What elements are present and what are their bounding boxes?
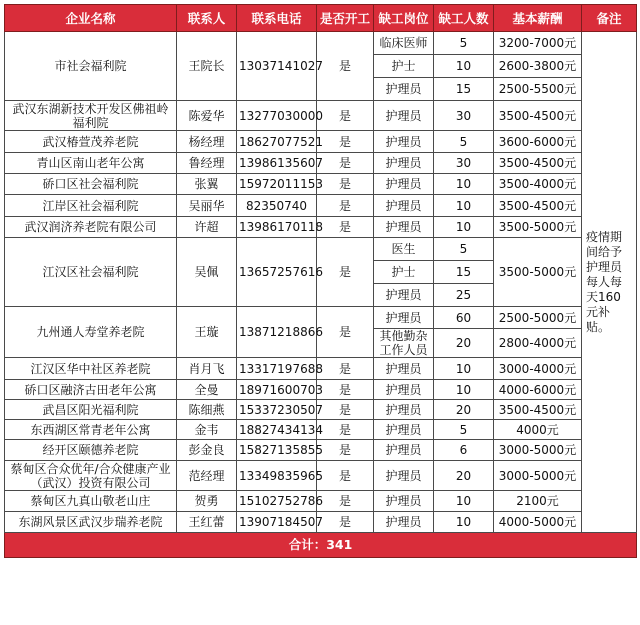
open-status-cell: 是 [317, 358, 374, 380]
position-cell: 护理员 [374, 461, 434, 491]
enterprise-name-cell: 武昌区阳光福利院 [5, 400, 177, 420]
phone-cell: 13277030000 [237, 101, 317, 131]
header-remark: 备注 [582, 5, 637, 32]
enterprise-name-cell: 武汉东湖新技术开发区佛祖岭福利院 [5, 101, 177, 131]
position-cell: 护理员 [374, 400, 434, 420]
header-salary: 基本薪酬 [494, 5, 582, 32]
open-status-cell: 是 [317, 512, 374, 533]
count-cell: 5 [434, 238, 494, 261]
count-cell: 60 [434, 307, 494, 329]
job-vacancy-table-frame [4, 4, 636, 620]
phone-cell: 13986170118 [237, 217, 317, 238]
count-cell: 10 [434, 195, 494, 217]
count-cell: 15 [434, 78, 494, 101]
contact-cell: 鲁经理 [177, 153, 237, 174]
count-cell: 5 [434, 420, 494, 440]
enterprise-name-cell: 武汉润济养老院有限公司 [5, 217, 177, 238]
contact-cell: 王璇 [177, 307, 237, 358]
position-cell: 护理员 [374, 307, 434, 329]
position-cell: 护理员 [374, 512, 434, 533]
table-row [5, 440, 637, 461]
phone-cell: 18627077521 [237, 131, 317, 153]
contact-cell: 张翼 [177, 174, 237, 195]
open-status-cell: 是 [317, 101, 374, 131]
count-cell: 30 [434, 101, 494, 131]
table-row [5, 174, 637, 195]
position-cell: 护理员 [374, 101, 434, 131]
table-row [5, 358, 637, 380]
salary-cell: 3500-4500元 [494, 195, 582, 217]
salary-cell: 4000-6000元 [494, 380, 582, 400]
phone-cell: 13907184507 [237, 512, 317, 533]
position-cell: 临床医师 [374, 32, 434, 55]
count-cell: 15 [434, 261, 494, 284]
salary-cell: 2500-5500元 [494, 78, 582, 101]
header-contact: 联系人 [177, 5, 237, 32]
position-cell: 护理员 [374, 153, 434, 174]
enterprise-name-cell: 青山区南山老年公寓 [5, 153, 177, 174]
enterprise-name-cell: 江汉区华中社区养老院 [5, 358, 177, 380]
open-status-cell: 是 [317, 491, 374, 512]
open-status-cell: 是 [317, 131, 374, 153]
open-status-cell: 是 [317, 440, 374, 461]
contact-cell: 贺勇 [177, 491, 237, 512]
position-cell: 其他勤杂工作人员 [374, 329, 434, 358]
salary-cell: 3500-5000元 [494, 238, 582, 307]
phone-cell: 13349835965 [237, 461, 317, 491]
table-row [5, 491, 637, 512]
position-cell: 护理员 [374, 420, 434, 440]
contact-cell: 全曼 [177, 380, 237, 400]
position-cell: 护理员 [374, 358, 434, 380]
salary-cell: 3000-5000元 [494, 461, 582, 491]
enterprise-name-cell: 市社会福利院 [5, 32, 177, 101]
salary-cell: 3600-6000元 [494, 131, 582, 153]
position-cell: 医生 [374, 238, 434, 261]
enterprise-name-cell: 东湖风景区武汉步瑞养老院 [5, 512, 177, 533]
total-row: 合计：341 [5, 533, 637, 558]
position-cell: 护理员 [374, 440, 434, 461]
job-vacancy-table [4, 4, 637, 558]
contact-cell: 吴佩 [177, 238, 237, 307]
salary-cell: 2100元 [494, 491, 582, 512]
enterprise-name-cell: 江汉区社会福利院 [5, 238, 177, 307]
salary-cell: 3500-4500元 [494, 400, 582, 420]
count-cell: 30 [434, 153, 494, 174]
salary-cell: 4000元 [494, 420, 582, 440]
count-cell: 10 [434, 491, 494, 512]
table-row [5, 238, 637, 261]
table-row [5, 101, 637, 131]
contact-cell: 杨经理 [177, 131, 237, 153]
enterprise-name-cell: 东西湖区常青老年公寓 [5, 420, 177, 440]
count-cell: 10 [434, 55, 494, 78]
position-cell: 护理员 [374, 284, 434, 307]
open-status-cell: 是 [317, 461, 374, 491]
contact-cell: 王红蕾 [177, 512, 237, 533]
contact-cell: 吴丽华 [177, 195, 237, 217]
count-cell: 25 [434, 284, 494, 307]
header-phone: 联系电话 [237, 5, 317, 32]
enterprise-name-cell: 硚口区社会福利院 [5, 174, 177, 195]
salary-cell: 3500-4500元 [494, 153, 582, 174]
table-row [5, 380, 637, 400]
phone-cell: 18827434134 [237, 420, 317, 440]
position-cell: 护士 [374, 55, 434, 78]
count-cell: 20 [434, 461, 494, 491]
open-status-cell: 是 [317, 153, 374, 174]
header-position: 缺工岗位 [374, 5, 434, 32]
enterprise-name-cell: 江岸区社会福利院 [5, 195, 177, 217]
table-row [5, 512, 637, 533]
table-row [5, 400, 637, 420]
salary-cell: 2500-5000元 [494, 307, 582, 329]
enterprise-name-cell: 硚口区融济古田老年公寓 [5, 380, 177, 400]
header-enterprise: 企业名称 [5, 5, 177, 32]
salary-cell: 3000-4000元 [494, 358, 582, 380]
table-row [5, 217, 637, 238]
open-status-cell: 是 [317, 380, 374, 400]
position-cell: 护理员 [374, 217, 434, 238]
contact-cell: 陈爱华 [177, 101, 237, 131]
position-cell: 护理员 [374, 174, 434, 195]
open-status-cell: 是 [317, 420, 374, 440]
position-cell: 护理员 [374, 195, 434, 217]
contact-cell: 彭金良 [177, 440, 237, 461]
phone-cell: 13317197688 [237, 358, 317, 380]
phone-cell: 18971600703 [237, 380, 317, 400]
count-cell: 10 [434, 358, 494, 380]
count-cell: 10 [434, 380, 494, 400]
enterprise-name-cell: 九州通人寿堂养老院 [5, 307, 177, 358]
open-status-cell: 是 [317, 238, 374, 307]
phone-cell: 13037141027 [237, 32, 317, 101]
phone-cell: 15827135855 [237, 440, 317, 461]
contact-cell: 肖月飞 [177, 358, 237, 380]
enterprise-name-cell: 蔡甸区合众优年/合众健康产业（武汉）投资有限公司 [5, 461, 177, 491]
open-status-cell: 是 [317, 174, 374, 195]
count-cell: 20 [434, 329, 494, 358]
phone-cell: 15337230507 [237, 400, 317, 420]
salary-cell: 3500-4500元 [494, 101, 582, 131]
count-cell: 20 [434, 400, 494, 420]
table-row [5, 32, 637, 55]
count-cell: 5 [434, 131, 494, 153]
count-cell: 10 [434, 174, 494, 195]
salary-cell: 3000-5000元 [494, 440, 582, 461]
position-cell: 护理员 [374, 78, 434, 101]
salary-cell: 2800-4000元 [494, 329, 582, 358]
salary-cell: 3500-5000元 [494, 217, 582, 238]
phone-cell: 82350740 [237, 195, 317, 217]
salary-cell: 2600-3800元 [494, 55, 582, 78]
table-row [5, 461, 637, 491]
contact-cell: 许超 [177, 217, 237, 238]
open-status-cell: 是 [317, 307, 374, 358]
position-cell: 护士 [374, 261, 434, 284]
contact-cell: 陈细燕 [177, 400, 237, 420]
open-status-cell: 是 [317, 32, 374, 101]
phone-cell: 15972011153 [237, 174, 317, 195]
count-cell: 5 [434, 32, 494, 55]
enterprise-name-cell: 蔡甸区九真山敬老山庄 [5, 491, 177, 512]
open-status-cell: 是 [317, 195, 374, 217]
open-status-cell: 是 [317, 217, 374, 238]
header-row [5, 5, 637, 32]
header-open: 是否开工 [317, 5, 374, 32]
salary-cell: 4000-5000元 [494, 512, 582, 533]
table-row [5, 131, 637, 153]
count-cell: 10 [434, 512, 494, 533]
phone-cell: 13657257616 [237, 238, 317, 307]
count-cell: 6 [434, 440, 494, 461]
remark-cell: 疫情期间给予护理员每人每天160元补贴。 [582, 32, 637, 533]
table-row [5, 195, 637, 217]
position-cell: 护理员 [374, 491, 434, 512]
phone-cell: 13871218866 [237, 307, 317, 358]
contact-cell: 范经理 [177, 461, 237, 491]
phone-cell: 15102752786 [237, 491, 317, 512]
salary-cell: 3500-4000元 [494, 174, 582, 195]
enterprise-name-cell: 武汉椿萱茂养老院 [5, 131, 177, 153]
open-status-cell: 是 [317, 400, 374, 420]
contact-cell: 王院长 [177, 32, 237, 101]
salary-cell: 3200-7000元 [494, 32, 582, 55]
table-row [5, 307, 637, 329]
count-cell: 10 [434, 217, 494, 238]
header-count: 缺工人数 [434, 5, 494, 32]
table-row [5, 420, 637, 440]
position-cell: 护理员 [374, 131, 434, 153]
enterprise-name-cell: 经开区颐德养老院 [5, 440, 177, 461]
table-row [5, 153, 637, 174]
phone-cell: 13986135607 [237, 153, 317, 174]
contact-cell: 金韦 [177, 420, 237, 440]
position-cell: 护理员 [374, 380, 434, 400]
